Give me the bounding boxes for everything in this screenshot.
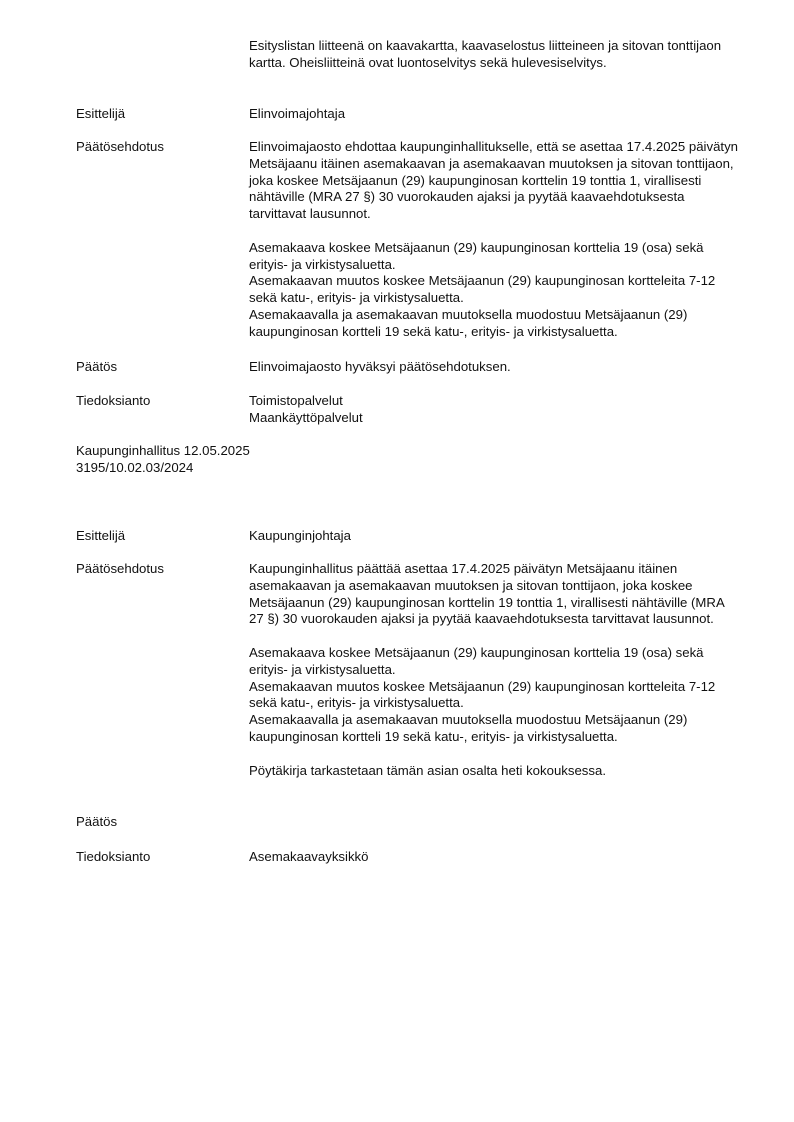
notice-label: Tiedoksianto bbox=[76, 849, 151, 864]
proposal-paragraph: Asemakaava koskee Metsäjaanun (29) kaupunginosan korttelia 19 (osa) sekä erityis- ja virkistysaluetta. bbox=[249, 239, 704, 272]
presenter-value-text: Elinvoimajohtaja bbox=[249, 106, 346, 121]
proposal-content bbox=[249, 561, 741, 779]
notice-label: Tiedoksianto bbox=[76, 393, 151, 408]
proposal-paragraph: Asemakaavalla ja asemakaavan muutoksella muodostuu Metsäjaanun (29) kaupunginosan kortteli 19 sekä katu-, erityis- ja virkistysaluetta. bbox=[249, 306, 688, 339]
decision-label: Päätös bbox=[76, 359, 118, 374]
attachments-paragraph bbox=[249, 38, 741, 72]
meeting-body-date: Kaupunginhallitus 12.05.2025 bbox=[76, 443, 250, 458]
decision-content bbox=[249, 359, 741, 376]
notice-content bbox=[249, 393, 741, 427]
attachments-text: Esityslistan liitteenä on kaavakartta, kaavaselostus liitteineen ja sitovan tonttijaon kartta. Oheisliitteinä ovat luontoselvitys sekä hulevesiselvitys. bbox=[249, 38, 722, 70]
proposal-paragraph: Asemakaavan muutos koskee Metsäjaanun (29) kaupunginosan kortteleita 7-12 sekä katu-, erityis- ja virkistysaluetta. bbox=[249, 273, 716, 306]
presenter-label: Esittelijä bbox=[76, 528, 126, 543]
presenter-value bbox=[249, 106, 741, 123]
proposal-label: Päätösehdotus bbox=[76, 139, 164, 154]
presenter-label: Esittelijä bbox=[76, 106, 126, 121]
decision-value: Elinvoimajaosto hyväksyi päätösehdotuksen. bbox=[249, 359, 511, 374]
meeting-header bbox=[76, 443, 476, 477]
decision-label: Päätös bbox=[76, 814, 118, 829]
notice-recipient: Asemakaavayksikkö bbox=[249, 849, 369, 864]
proposal-paragraph: Asemakaavan muutos koskee Metsäjaanun (29) kaupunginosan kortteleita 7-12 sekä katu-, erityis- ja virkistysaluetta. bbox=[249, 678, 716, 711]
proposal-paragraph: Elinvoimajaosto ehdottaa kaupunginhallitukselle, että se asettaa 17.4.2025 päivätyn Metsäjaanu itäinen asemakaavan ja asemakaavan muutoksen ja sitovan tonttijaon, joka koskee Metsäjaanun (29) kaupunginosan korttelin 19 tonttia 1, virallisesti nähtäville (MRA 27 §) 30 vuorokauden ajaksi ja pyytää kaavaehdotuksesta tarvittavat lausunnot. bbox=[249, 139, 739, 222]
record-number: 3195/10.02.03/2024 bbox=[76, 459, 194, 475]
presenter-value bbox=[249, 528, 741, 545]
proposal-paragraph: Asemakaavalla ja asemakaavan muutoksella muodostuu Metsäjaanun (29) kaupunginosan kortteli 19 sekä katu-, erityis- ja virkistysaluetta. bbox=[249, 712, 688, 744]
notice-recipient: Maankäyttöpalvelut bbox=[249, 409, 363, 425]
minutes-check-paragraph: Pöytäkirja tarkastetaan tämän asian osalta heti kokouksessa. bbox=[249, 762, 606, 778]
proposal-content bbox=[249, 139, 741, 341]
notice-recipient: Toimistopalvelut bbox=[249, 393, 343, 408]
proposal-paragraph: Asemakaava koskee Metsäjaanun (29) kaupunginosan korttelia 19 (osa) sekä erityis- ja virkistysaluetta. bbox=[249, 644, 704, 677]
proposal-label: Päätösehdotus bbox=[76, 561, 164, 576]
notice-content bbox=[249, 849, 741, 866]
presenter-value-text: Kaupunginjohtaja bbox=[249, 528, 351, 543]
proposal-paragraph: Kaupunginhallitus päättää asettaa 17.4.2025 päivätyn Metsäjaanu itäinen asemakaavan ja asemakaavan muutoksen ja sitovan tonttijaon, joka koskee Metsäjaanun (29) kaupunginosan korttelin 19 tonttia 1, virallisesti nähtäville (MRA 27 §) 30 vuorokauden ajaksi ja pyytää kaavaehdotuksesta tarvittavat lausunnot. bbox=[249, 561, 725, 627]
